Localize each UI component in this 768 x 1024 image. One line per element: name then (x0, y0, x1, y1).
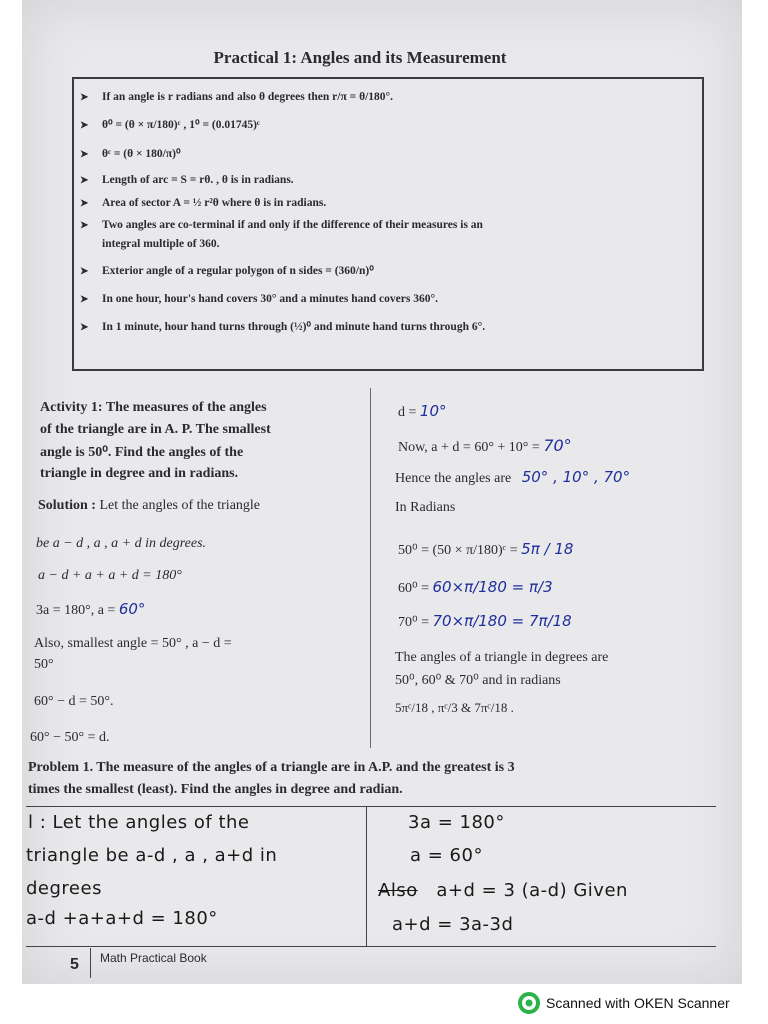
activity-line: Activity 1: The measures of the angles (40, 400, 267, 415)
hence-line: Hence the angles are 50° , 10° , 70° (395, 468, 631, 486)
box-item: ➤ In 1 minute, hour hand turns through (½)⁰ and minute hand turns through 6°. (80, 318, 485, 337)
oken-logo-icon (518, 992, 540, 1014)
conclusion-line: 5πᶜ/18 , πᶜ/3 & 7πᶜ/18 . (395, 700, 514, 715)
also-line: 50° (34, 657, 54, 672)
arrow-bullet-icon: ➤ (80, 294, 89, 305)
radian-70: 70⁰ = 70×π/180 = 7π/18 (398, 612, 572, 630)
box-item: ➤ θᶜ = (θ × 180/π)⁰ (80, 145, 181, 164)
handwritten-line: l : Let the angles of the (28, 812, 250, 833)
handwritten-line: triangle be a-d , a , a+d in (26, 845, 278, 866)
table-rule (26, 806, 716, 807)
equation-d: 60° − d = 50°. (34, 694, 114, 709)
box-item: ➤ In one hour, hour's hand covers 30° and a minutes hand covers 360°. (80, 290, 438, 309)
equation-sum: a − d + a + a + d = 180° (38, 568, 182, 583)
box-item: ➤ Two angles are co-terminal if and only if the difference of their measures is an (80, 216, 483, 235)
box-item: ➤ Length of arc = S = rθ. , θ is in radians. (80, 171, 294, 190)
arrow-bullet-icon: ➤ (80, 149, 89, 160)
solution-line: Solution : Let the angles of the triangle (38, 498, 261, 513)
conclusion-line: The angles of a triangle in degrees are (395, 650, 609, 665)
book-name: Math Practical Book (100, 951, 207, 965)
radian-50: 50⁰ = (50 × π/180)ᶜ = 5π / 18 (398, 540, 574, 558)
table-divider (366, 806, 367, 946)
activity-line: angle is 50⁰. Find the angles of the (40, 445, 244, 460)
handwritten-line: a+d = 3a-3d (392, 914, 514, 935)
also-line: Also, smallest angle = 50° , a − d = (34, 636, 232, 651)
table-rule (26, 946, 716, 947)
handwritten-line: a-d +a+a+d = 180° (26, 908, 218, 929)
arrow-bullet-icon: ➤ (80, 120, 89, 131)
arrow-bullet-icon: ➤ (80, 220, 89, 231)
equation-d-value: 60° − 50° = d. (30, 730, 110, 745)
problem-line: times the smallest (least). Find the angles in degree and radian. (28, 782, 403, 797)
page-number: 5 (70, 956, 79, 973)
arrow-bullet-icon: ➤ (80, 92, 89, 103)
scanner-watermark (518, 992, 730, 1014)
handwritten-line: 3a = 180° (408, 812, 505, 833)
arrow-bullet-icon: ➤ (80, 198, 89, 209)
conclusion-line: 50⁰, 60⁰ & 70⁰ and in radians (395, 673, 561, 688)
angles-definition: be a − d , a , a + d in degrees. (36, 536, 207, 551)
d-value: d = 10° (398, 402, 447, 420)
footer-divider (90, 948, 91, 978)
arrow-bullet-icon: ➤ (80, 266, 89, 277)
in-radians-heading: In Radians (395, 500, 456, 515)
handwritten-line: a = 60° (410, 845, 483, 866)
handwritten-line: degrees (26, 878, 102, 899)
box-item: ➤ If an angle is r radians and also θ degrees then r/π = θ/180°. (80, 88, 393, 107)
problem-line: Problem 1. The measure of the angles of a triangle are in A.P. and the greatest is 3 (28, 760, 515, 775)
activity-line: triangle in degree and in radians. (40, 466, 239, 481)
equation-3a: 3a = 180°, a = 60° (36, 600, 146, 618)
box-item: ➤ Exterior angle of a regular polygon of n sides = (360/n)⁰ (80, 262, 374, 281)
now-line: Now, a + d = 60° + 10° = 70° (398, 436, 572, 455)
box-item: ➤ Area of sector A = ½ r²θ where θ is in radians. (80, 194, 326, 213)
page-title: Practical 1: Angles and its Measurement (213, 48, 507, 67)
arrow-bullet-icon: ➤ (80, 322, 89, 333)
activity-line: of the triangle are in A. P. The smallest (40, 422, 271, 437)
arrow-bullet-icon: ➤ (80, 175, 89, 186)
scanner-text: Scanned with OKEN Scanner (546, 995, 730, 1011)
box-item-continued: integral multiple of 360. (102, 238, 220, 250)
box-item: ➤ θ⁰ = (θ × π/180)ᶜ , 1⁰ = (0.01745)ᶜ (80, 116, 260, 135)
column-divider (370, 388, 371, 748)
handwritten-line: Also a+d = 3 (a-d) Given (378, 880, 628, 901)
radian-60: 60⁰ = 60×π/180 = π/3 (398, 578, 553, 596)
